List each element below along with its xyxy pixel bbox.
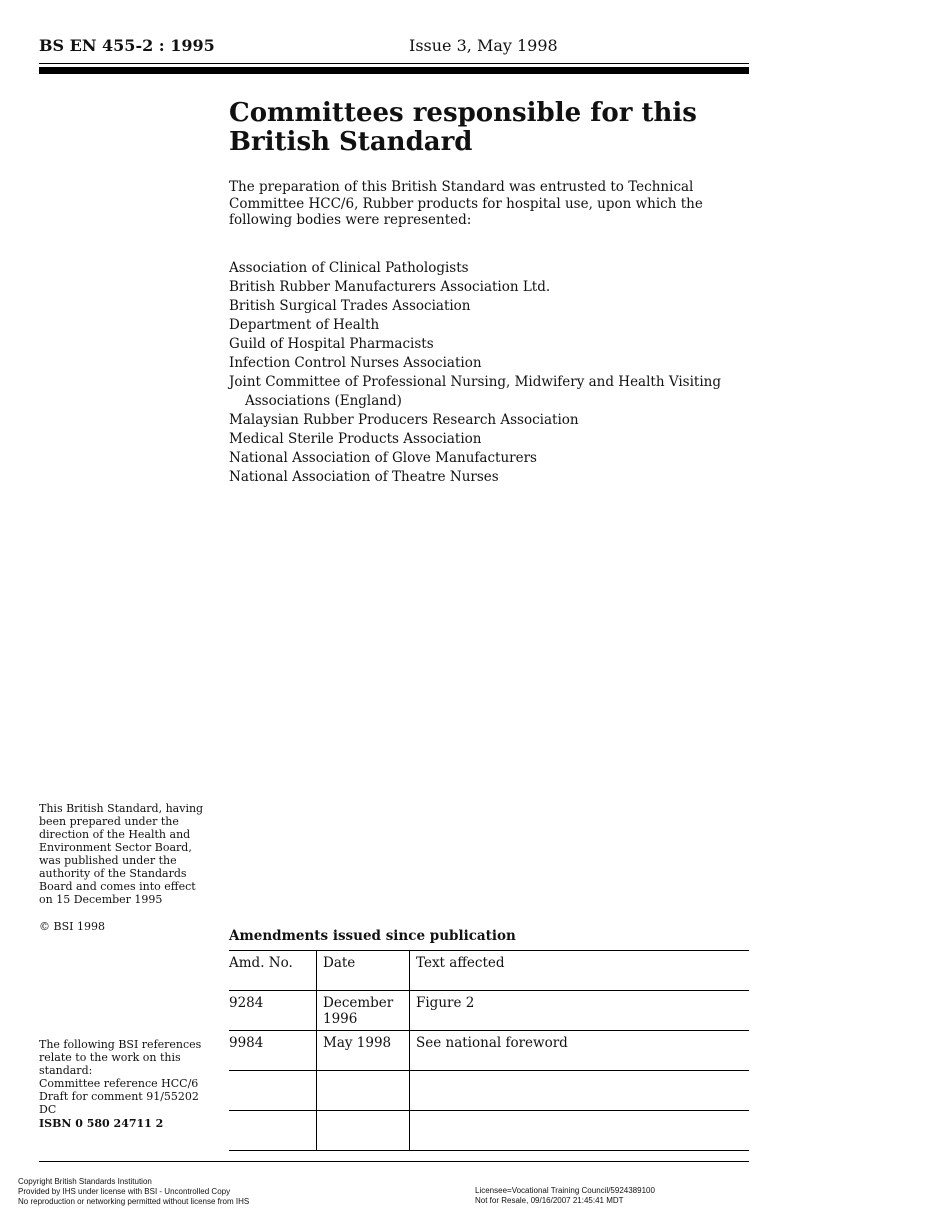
table-row	[229, 1071, 749, 1111]
footer-line: Copyright British Standards Institution	[18, 1177, 152, 1186]
list-item: Medical Sterile Products Association	[229, 431, 482, 447]
footer-line: Not for Resale, 09/16/2007 21:45:41 MDT	[475, 1196, 624, 1205]
table-cell	[317, 1071, 410, 1111]
footer-licensee	[475, 1186, 655, 1206]
list-item: Department of Health	[229, 317, 380, 333]
table-cell	[229, 1111, 317, 1151]
table-cell	[410, 1111, 750, 1151]
footer-line: Licensee=Vocational Training Council/5924389100	[475, 1186, 655, 1195]
column-header: Date	[317, 951, 410, 991]
copyright-notice: © BSI 1998	[39, 920, 105, 933]
standard-number: BS EN 455-2 : 1995	[39, 36, 215, 55]
table-cell	[317, 1111, 410, 1151]
footer-license-notice	[18, 1177, 249, 1207]
table-row	[229, 1031, 749, 1071]
page-title: Committees responsible for this British Standard	[229, 98, 697, 157]
column-header: Text affected	[416, 955, 505, 971]
table-cell: 9284	[229, 991, 317, 1031]
committee-reference: Committee reference HCC/6	[39, 1077, 199, 1090]
list-item: Malaysian Rubber Producers Research Association	[229, 412, 579, 428]
represented-bodies-list	[229, 259, 749, 487]
list-item: Guild of Hospital Pharmacists	[229, 336, 434, 352]
header-rule-thin	[39, 63, 749, 64]
table-row	[229, 1111, 749, 1151]
amendments-table	[229, 950, 749, 1151]
table-row	[229, 991, 749, 1031]
table-cell: December 1996	[317, 991, 410, 1031]
table-cell: Figure 2	[410, 991, 750, 1031]
column-header: Amd. No.	[229, 951, 317, 991]
publication-note: This British Standard, having been prepared under the direction of the Health and Environment Sector Board, was published under the authority of the Standards Board and comes into effect on 15 December 1995	[39, 802, 204, 906]
list-item: National Association of Glove Manufacturers	[229, 450, 537, 466]
list-item: British Rubber Manufacturers Association Ltd.	[229, 279, 551, 295]
list-item: British Surgical Trades Association	[229, 298, 471, 314]
table-header-row	[229, 951, 749, 991]
draft-reference: Draft for comment 91/55202 DC	[39, 1090, 199, 1116]
footer-line: No reproduction or networking permitted without license from IHS	[18, 1197, 250, 1206]
table-cell: May 1998	[317, 1031, 410, 1071]
amendments-title: Amendments issued since publication	[229, 928, 516, 944]
list-item: Joint Committee of Professional Nursing, Midwifery and Health Visiting Associations (England)	[229, 374, 721, 409]
references-intro: The following BSI references relate to the work on this standard:	[39, 1038, 202, 1077]
footer-line: Provided by IHS under license with BSI - Uncontrolled Copy	[18, 1187, 231, 1196]
list-item: Association of Clinical Pathologists	[229, 260, 469, 276]
table-cell	[410, 1071, 750, 1111]
list-item: Infection Control Nurses Association	[229, 355, 482, 371]
header-rule-thick	[39, 67, 749, 74]
list-item: National Association of Theatre Nurses	[229, 469, 499, 485]
table-cell: 9984	[229, 1031, 317, 1071]
table-cell	[229, 1071, 317, 1111]
bsi-references	[39, 1038, 209, 1116]
isbn: ISBN 0 580 24711 2	[39, 1117, 164, 1130]
footer-rule	[39, 1161, 749, 1162]
issue-label: Issue 3, May 1998	[409, 36, 558, 55]
intro-paragraph: The preparation of this British Standard was entrusted to Technical Committee HCC/6, Rubber products for hospital use, upon which the following bodies were represented:	[229, 179, 703, 228]
table-cell: See national foreword	[410, 1031, 750, 1071]
